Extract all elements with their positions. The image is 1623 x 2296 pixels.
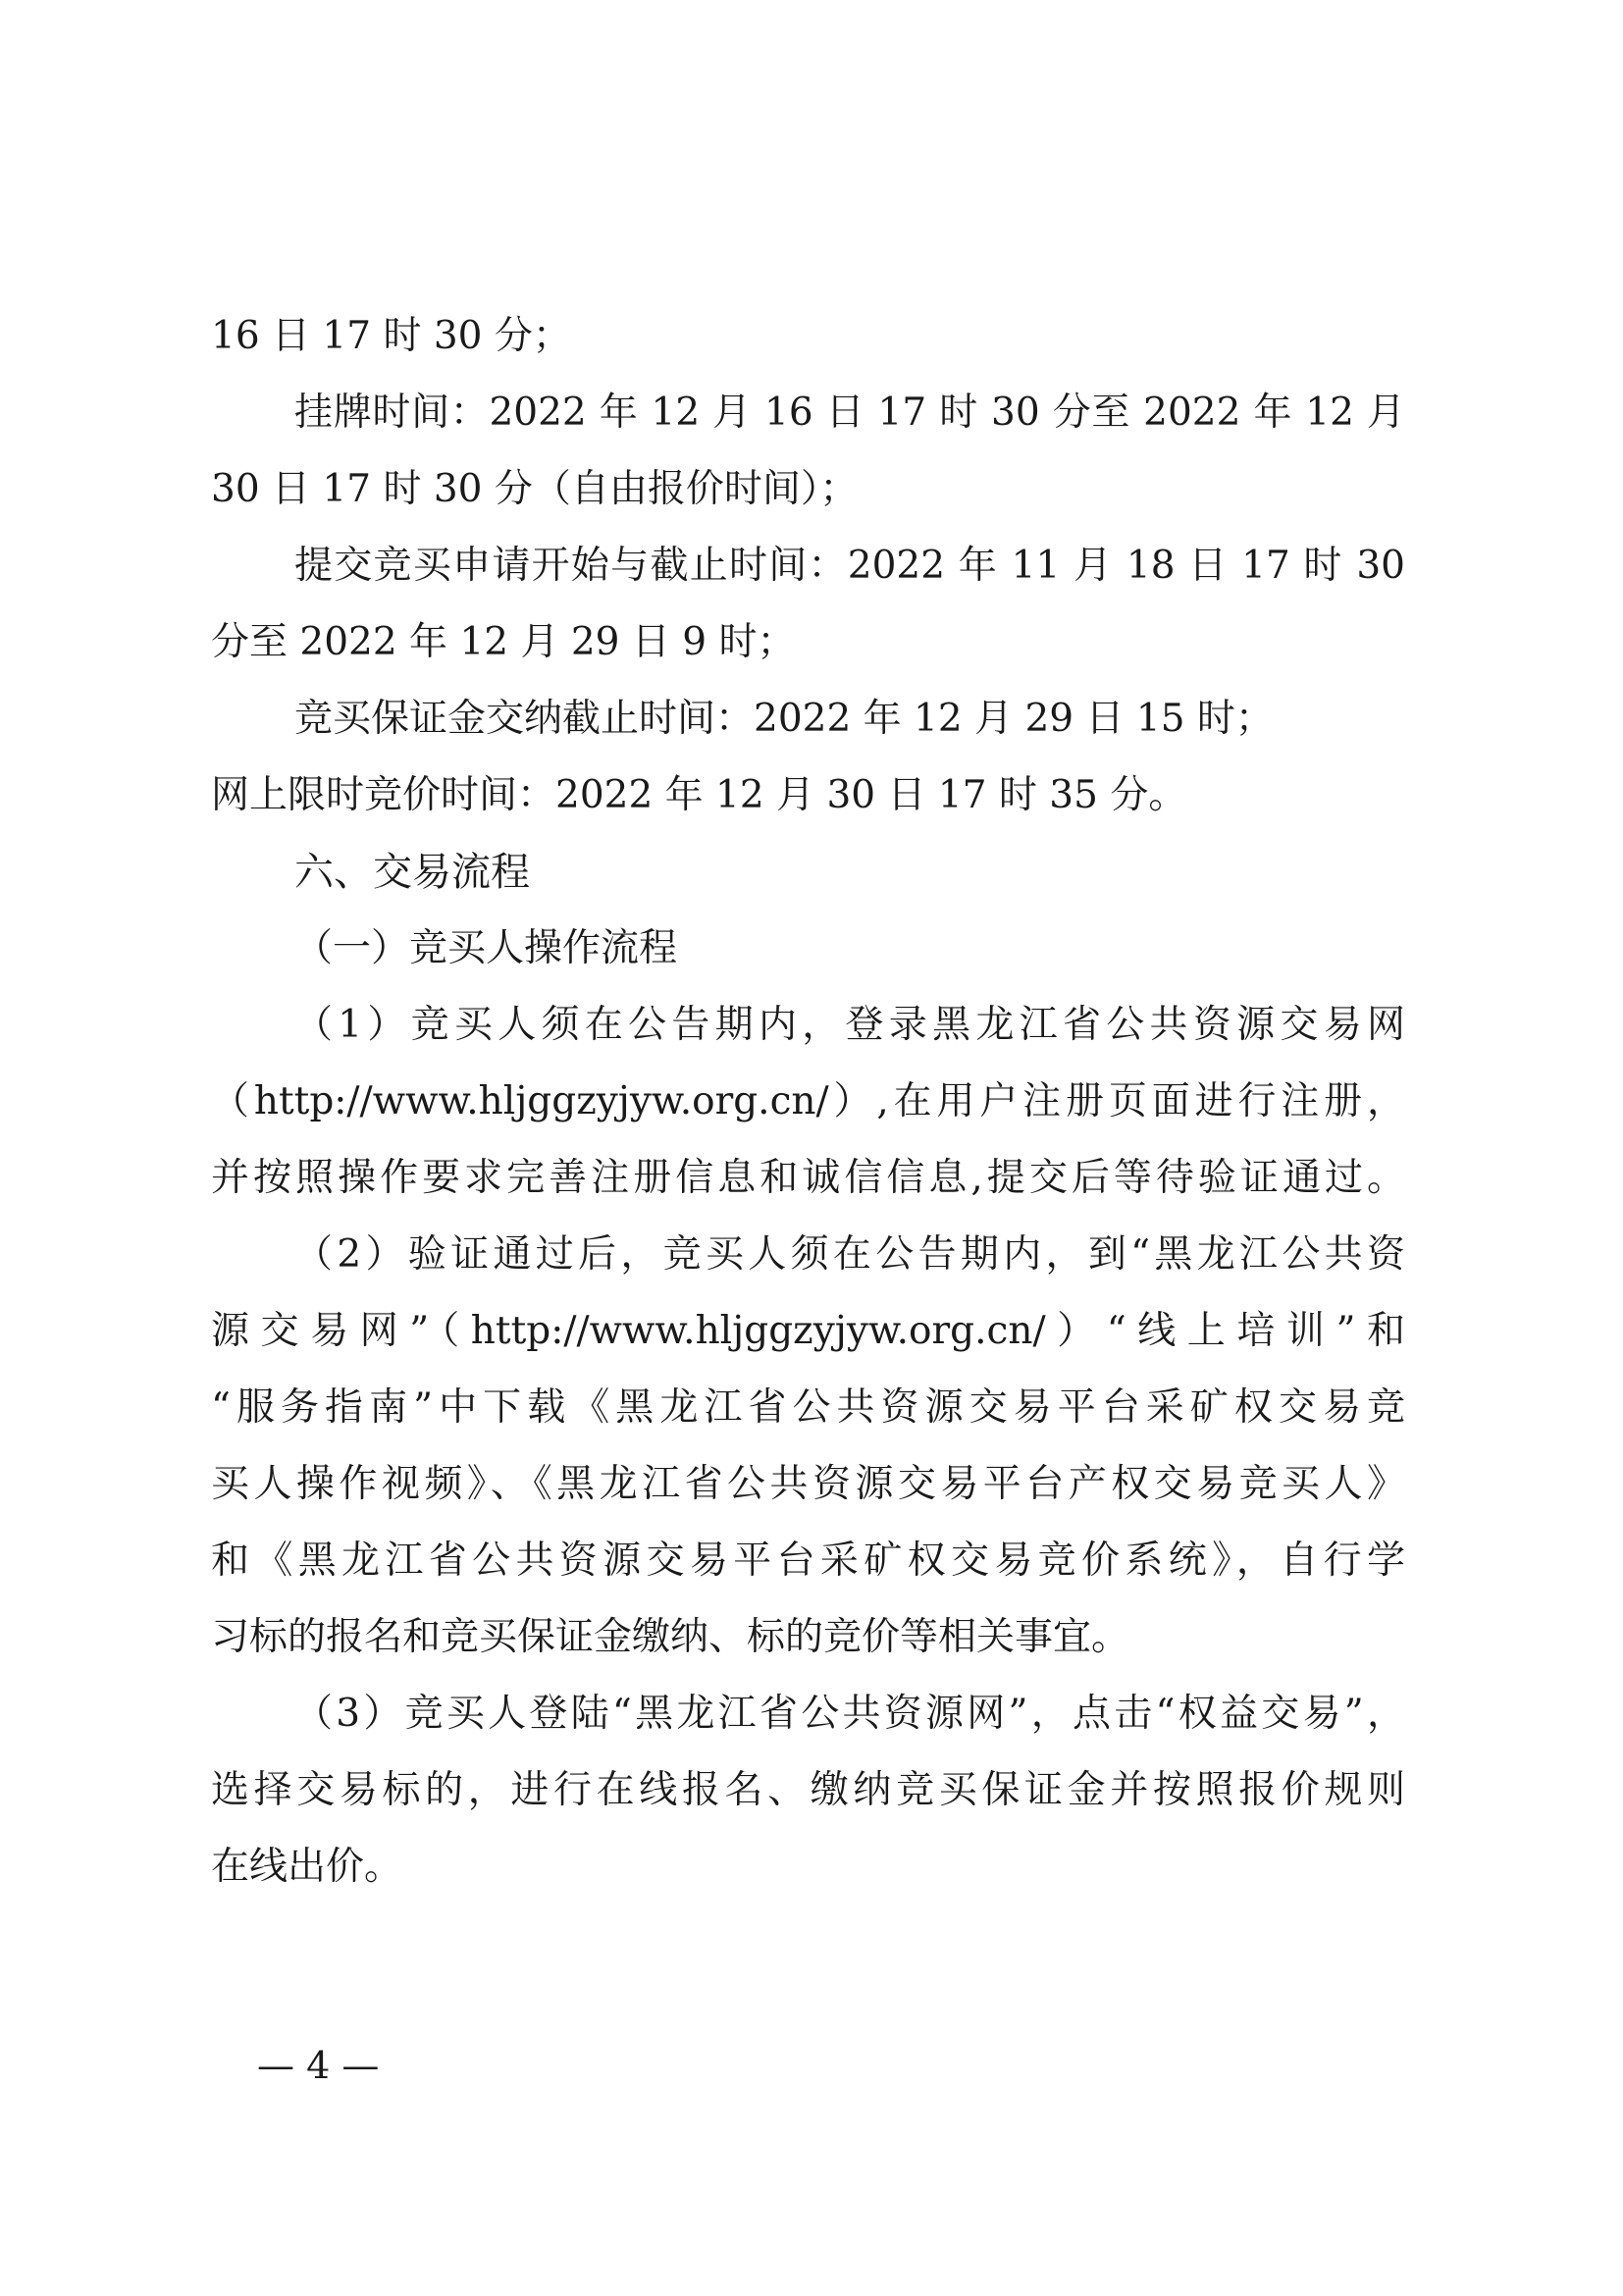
text-line-19: （3）竞买人登陆“黑龙江省公共资源网”，点击“权益交易”， <box>294 1692 1405 1736</box>
text-line-1: 16 日 17 时 30 分； <box>211 314 571 358</box>
text-line-4: 提交竞买申请开始与截止时间：2022 年 11 月 18 日 17 时 30 <box>294 544 1405 588</box>
text-line-12: 并按照操作要求完善注册信息和诚信信息,提交后等待验证通过。 <box>211 1156 1405 1200</box>
section-heading: 六、交易流程 <box>294 850 530 895</box>
text-line-18: 习标的报名和竞买保证金缴纳、标的竞价等相关事宜。 <box>211 1615 1130 1659</box>
text-line-5: 分至 2022 年 12 月 29 日 9 时； <box>211 620 796 664</box>
text-line-7: 网上限时竞价时间：2022 年 12 月 30 日 17 时 35 分。 <box>211 773 1187 817</box>
text-line-2: 挂牌时间：2022 年 12 月 16 日 17 时 30 分至 2022 年 12 月 <box>294 391 1405 435</box>
text-line-14: 源交易网”（http://www.hljggzyjyw.org.cn/）“线上培训”和 <box>211 1309 1405 1353</box>
text-line-13: （2）验证通过后，竞买人须在公告期内，到“黑龙江公共资 <box>294 1232 1405 1277</box>
text-line-21: 在线出价。 <box>211 1845 403 1889</box>
subsection-heading: （一）竞买人操作流程 <box>294 926 678 970</box>
text-line-3: 30 日 17 时 30 分（自由报价时间）； <box>211 467 859 511</box>
text-line-17: 和《黑龙江省公共资源交易平台采矿权交易竞价系统》，自行学 <box>211 1539 1405 1583</box>
text-line-11: （http://www.hljggzyjyw.org.cn/）,在用户注册页面进行注册， <box>211 1079 1405 1123</box>
text-line-6: 竞买保证金交纳截止时间：2022 年 12 月 29 日 15 时； <box>294 697 1274 741</box>
text-line-10: （1）竞买人须在公告期内，登录黑龙江省公共资源交易网 <box>294 1003 1405 1047</box>
text-line-16: 买人操作视频》、《黑龙江省公共资源交易平台产权交易竞买人》 <box>211 1462 1405 1506</box>
text-line-20: 选择交易标的，进行在线报名、缴纳竞买保证金并按照报价规则 <box>211 1768 1405 1812</box>
page-number: — 4 — <box>257 2044 380 2087</box>
text-line-15: “服务指南”中下载《黑龙江省公共资源交易平台采矿权交易竞 <box>211 1385 1405 1430</box>
